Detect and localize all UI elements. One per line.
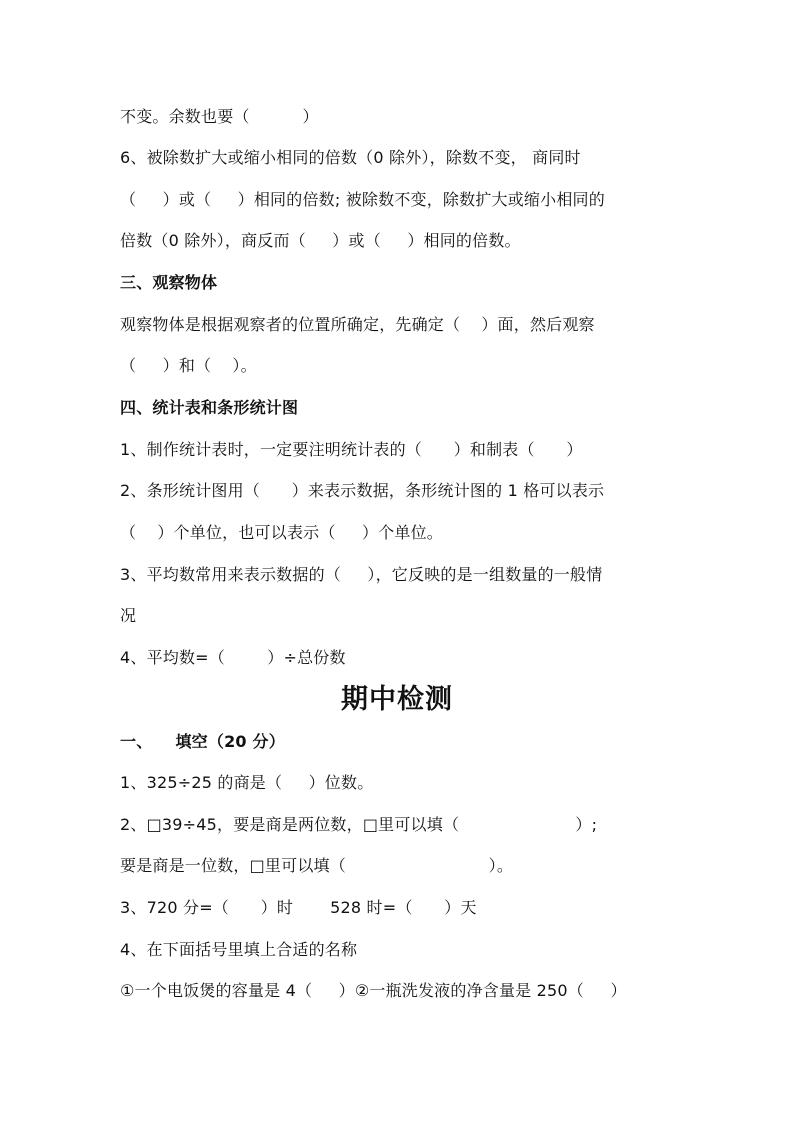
text-line-stat-item3-2: 况 <box>120 606 137 625</box>
question-4-items: ①一个电饭煲的容量是 4（ ）②一瓶洗发液的净含量是 250（ ） <box>120 981 627 1000</box>
text-line-stat-item4: 4、平均数=（ ）÷总份数 <box>120 648 346 667</box>
question-3: 3、720 分=（ ）时 528 时=（ ）天 <box>120 898 477 917</box>
question-1: 1、325÷25 的商是（ ）位数。 <box>120 773 374 792</box>
text-line-item6-3: 倍数（0 除外），商反而（ ）或（ ）相同的倍数。 <box>120 231 521 250</box>
page-title: 期中检测 <box>341 684 453 715</box>
section-heading-statistics: 四、统计表和条形统计图 <box>120 398 299 417</box>
question-2-line-1: 2、□39÷45，要是商是两位数，□里可以填（ ）; <box>120 815 598 834</box>
text-line-remainder: 不变。余数也要（ ） <box>120 107 319 126</box>
text-line-stat-item1: 1、制作统计表时，一定要注明统计表的（ ）和制表（ ） <box>120 440 583 459</box>
text-line-stat-item3-1: 3、平均数常用来表示数据的（ ），它反映的是一组数量的一般情 <box>120 565 603 584</box>
text-line-stat-item2-1: 2、条形统计图用（ ）来表示数据，条形统计图的 1 格可以表示 <box>120 481 605 500</box>
text-line-item6-1: 6、被除数扩大或缩小相同的倍数（0 除外），除数不变， 商同时 <box>120 148 581 167</box>
section-heading-fill-blank: 一、 填空（20 分） <box>120 732 285 751</box>
section-heading-observe: 三、观察物体 <box>120 273 218 292</box>
question-4-intro: 4、在下面括号里填上合适的名称 <box>120 940 358 959</box>
text-line-stat-item2-2: （ ）个单位，也可以表示（ ）个单位。 <box>120 523 443 542</box>
text-line-observe-2: （ ）和（ ）。 <box>120 356 257 375</box>
text-line-item6-2: （ ）或（ ）相同的倍数; 被除数不变，除数扩大或缩小相同的 <box>120 190 605 209</box>
question-2-line-2: 要是商是一位数，□里可以填（ ）。 <box>120 856 514 875</box>
text-line-observe-1: 观察物体是根据观察者的位置所确定，先确定（ ）面，然后观察 <box>120 315 595 334</box>
